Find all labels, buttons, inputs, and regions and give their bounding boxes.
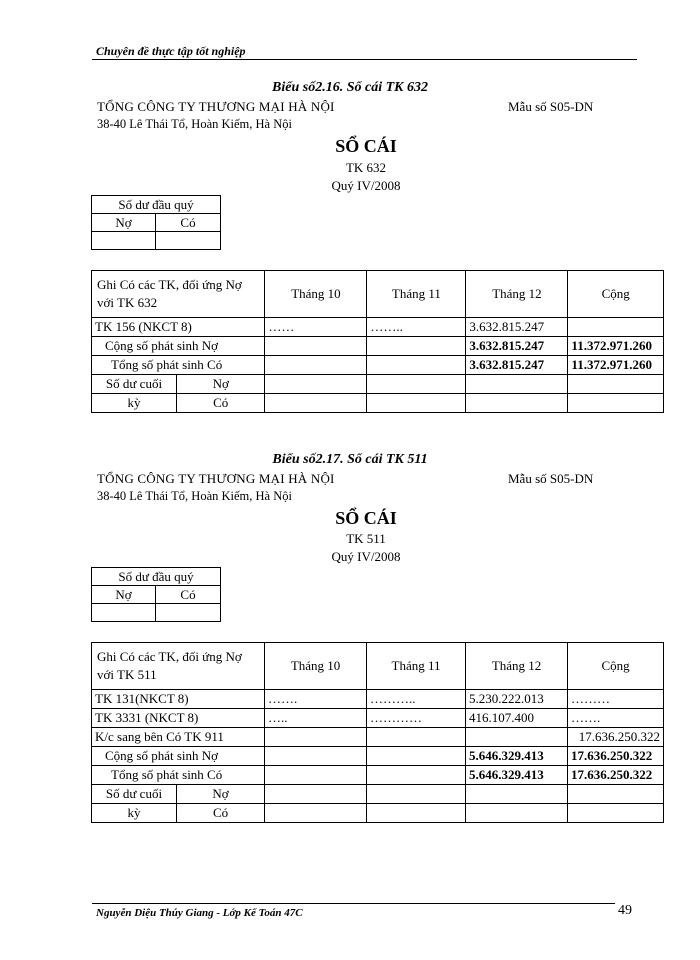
total-debit-label: Cộng số phát sinh Nợ	[92, 337, 265, 356]
opening-debit-value	[92, 604, 156, 622]
col-header-total: Cộng	[568, 271, 664, 318]
table-row	[92, 728, 664, 747]
section2-account: TK 511	[346, 531, 386, 546]
col-header-month10: Tháng 10	[265, 643, 367, 690]
total-credit-label: Tổng số phát sinh Có	[92, 766, 265, 785]
opening-balance-title: Số dư đầu quý	[92, 568, 221, 586]
total-credit-total: 17.636.250.322	[568, 766, 664, 785]
row-month10: …….	[265, 690, 367, 709]
opening-credit-header: Có	[156, 214, 221, 232]
section1-address: 38-40 Lê Thái Tổ, Hoàn Kiếm, Hà Nội	[97, 117, 292, 131]
col-header-month12: Tháng 12	[466, 643, 568, 690]
row-label: TK 131(NKCT 8)	[92, 690, 265, 709]
opening-credit-value	[156, 604, 221, 622]
row-month12: 5.230.222.013	[466, 690, 568, 709]
total-debit-month12: 3.632.815.247	[466, 337, 568, 356]
row-month12: 3.632.815.247	[466, 318, 568, 337]
total-debit-month12: 5.646.329.413	[466, 747, 568, 766]
section2-ledger-title: SỔ CÁI	[335, 508, 397, 528]
section1-ledger-table	[91, 270, 664, 413]
section1-ledger-title: SỔ CÁI	[335, 136, 397, 156]
section1-form-number: Mẫu số S05-DN	[508, 99, 594, 114]
running-header: Chuyên đề thực tập tốt nghiệp	[96, 44, 246, 58]
total-debit-label: Cộng số phát sinh Nợ	[92, 747, 265, 766]
page-number: 49	[618, 903, 632, 918]
total-debit-total: 11.372.971.260	[568, 337, 664, 356]
total-credit-total: 11.372.971.260	[568, 356, 664, 375]
table-row	[92, 709, 664, 728]
section2-form-number: Mẫu số S05-DN	[508, 471, 594, 486]
end-balance-label-2: kỳ	[92, 804, 177, 823]
section2-address: 38-40 Lê Thái Tổ, Hoàn Kiếm, Hà Nội	[97, 489, 292, 503]
opening-balance-title: Số dư đầu quý	[92, 196, 221, 214]
end-balance-label-1: Số dư cuối	[92, 785, 177, 804]
opening-credit-header: Có	[156, 586, 221, 604]
row-label: K/c sang bên Có TK 911	[92, 728, 265, 747]
row-total: ………	[568, 690, 664, 709]
row-month12	[466, 728, 568, 747]
total-credit-row	[92, 356, 664, 375]
table-row	[92, 690, 664, 709]
row-total: 17.636.250.322	[568, 728, 664, 747]
row-total: …….	[568, 709, 664, 728]
end-balance-label-1: Số dư cuối	[92, 375, 177, 394]
end-balance-label-2: kỳ	[92, 394, 177, 413]
row-month10	[265, 728, 367, 747]
row-label: TK 3331 (NKCT 8)	[92, 709, 265, 728]
col-header-total: Cộng	[568, 643, 664, 690]
section1-company: TỔNG CÔNG TY THƯƠNG MẠI HÀ NỘI	[97, 99, 335, 114]
section1-period: Quý IV/2008	[331, 178, 401, 193]
header-divider	[92, 59, 637, 60]
section2-title: Biểu số2.17. Sổ cái TK 511	[272, 452, 428, 467]
row-month12: 416.107.400	[466, 709, 568, 728]
row-month11: ……..	[367, 318, 466, 337]
col-header-month11: Tháng 11	[367, 643, 466, 690]
opening-debit-header: Nợ	[92, 586, 156, 604]
footer-divider	[92, 903, 615, 904]
opening-debit-value	[92, 232, 156, 250]
col-header-counter-account: Ghi Có các TK, đối ứng Nợ với TK 511	[92, 643, 265, 690]
col-header-month10: Tháng 10	[265, 271, 367, 318]
row-month11: …………	[367, 709, 466, 728]
row-month11: ………..	[367, 690, 466, 709]
table-row	[92, 318, 664, 337]
row-month11	[367, 728, 466, 747]
total-credit-month12: 5.646.329.413	[466, 766, 568, 785]
col-header-month12: Tháng 12	[466, 271, 568, 318]
total-credit-month12: 3.632.815.247	[466, 356, 568, 375]
section1-opening-balance-table	[91, 195, 221, 250]
end-debit-label: Nợ	[177, 785, 265, 804]
end-credit-label: Có	[177, 394, 265, 413]
total-debit-row	[92, 337, 664, 356]
row-month10: ……	[265, 318, 367, 337]
col-header-month11: Tháng 11	[367, 271, 466, 318]
col-header-counter-account: Ghi Có các TK, đối ứng Nợ với TK 632	[92, 271, 265, 318]
row-month10: …..	[265, 709, 367, 728]
row-label: TK 156 (NKCT 8)	[92, 318, 265, 337]
section2-ledger-table	[91, 642, 664, 823]
opening-debit-header: Nợ	[92, 214, 156, 232]
section1-title: Biểu số2.16. Sổ cái TK 632	[272, 80, 428, 95]
row-total	[568, 318, 664, 337]
end-credit-label: Có	[177, 804, 265, 823]
section2-opening-balance-table	[91, 567, 221, 622]
total-debit-total: 17.636.250.322	[568, 747, 664, 766]
section2-company: TỔNG CÔNG TY THƯƠNG MẠI HÀ NỘI	[97, 471, 335, 486]
opening-credit-value	[156, 232, 221, 250]
end-debit-label: Nợ	[177, 375, 265, 394]
total-credit-row	[92, 766, 664, 785]
section1-account: TK 632	[345, 160, 387, 175]
total-debit-row	[92, 747, 664, 766]
total-credit-label: Tổng số phát sinh Có	[92, 356, 265, 375]
section2-period: Quý IV/2008	[331, 549, 401, 564]
footer-author: Nguyễn Diệu Thúy Giang - Lớp Kế Toán 47C	[96, 907, 303, 919]
